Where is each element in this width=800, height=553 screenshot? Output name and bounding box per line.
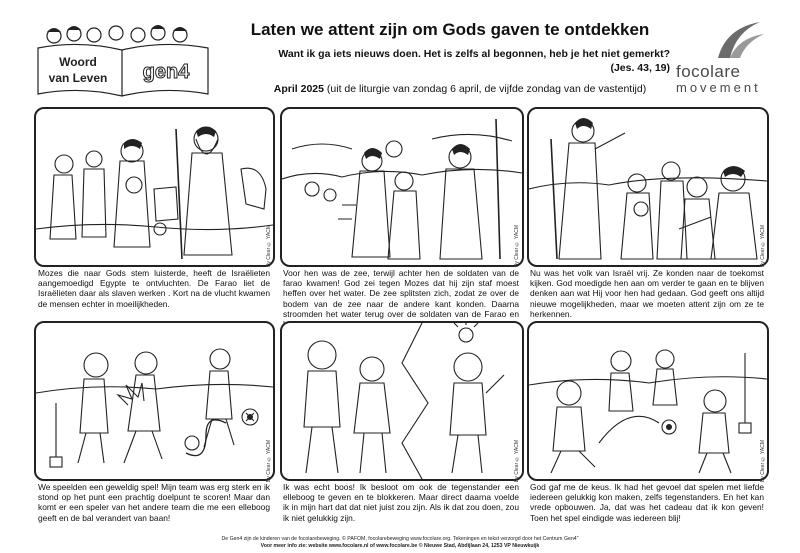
credit-1: By Clear © YACM xyxy=(266,225,272,267)
footer-line-2: Voor meer info zie: website www.focolare.nl of www.focolare.be © Nieuwe Stad, Abdijlaan 24, 1253 VP Nieuwkuijk xyxy=(260,543,540,549)
comic-panel-1 xyxy=(34,107,275,267)
caption-2: Voor hen was de zee, terwijl achter hen de soldaten van de farao kwamen! God zei tegen Mozes dat hij zijn staf moest heffen over het water. De zee splitsten zich, zodat ze over de bodem van de zee naar de andere kant konden. Daarna stroomden het water terug over de soldaten van de Farao en xyxy=(283,268,519,319)
credit-3: By Clear © YACM xyxy=(760,225,766,267)
credit-5: By Clear © YACM xyxy=(514,440,520,482)
date-bold: April 2025 xyxy=(273,83,324,95)
caption-6: God gaf me de keus. Ik had het gevoel dat spelen met liefde iedereen gelukkig kon maken, zelfs tegenstanders. En het kan vrede opbouwen. Ja, dat was het cadeau dat ik kon geven! Toen het spel eindigde was iedereen blij! xyxy=(530,482,764,523)
bible-quote: Want ik ga iets nieuws doen. Het is zelfs al begonnen, heb je het niet gemerkt? xyxy=(278,48,670,60)
woord-van-leven-logo xyxy=(34,22,212,100)
comic-panel-2 xyxy=(280,107,524,267)
logo-gen4: gen4 xyxy=(142,61,190,83)
credit-6: By Clear © YACM xyxy=(760,440,766,482)
caption-4: We speelden een geweldig spel! Mijn team was erg sterk en ik stond op het punt een prachtig doelpunt te scoren! Maar dan komt er een speler van het andere team die me een elleboog geeft en de bal verandert van baan! xyxy=(38,482,270,523)
israel-free-illustration xyxy=(529,109,767,265)
moses-illustration xyxy=(36,109,273,265)
red-sea-illustration xyxy=(282,109,522,265)
comic-panel-5 xyxy=(280,321,524,481)
date-line xyxy=(210,83,710,95)
credit-4: By Clear © YACM xyxy=(266,440,272,482)
logo-line2: van Leven xyxy=(48,71,108,85)
brand-focolare: focolare xyxy=(676,62,741,81)
caption-3: Nu was het volk van Israël vrij. Ze konden naar de toekomst kijken. God moedigde hen aan om verder te gaan en te blijven denken aan wat Hij voor hen had gedaan. God geeft ons altijd nieuwe mogelijkheden, maar we moeten attent zijn om ze te herkennen. xyxy=(530,268,764,319)
footer-line-1: De Gen4 zijn de kinderen van de focolarebeweging. © PAFOM, focolarebeweging www.focolare.org. Tekeningen en tekst verzorgd door het Centrum Gen4" xyxy=(221,536,579,542)
comic-panel-3 xyxy=(527,107,769,267)
page-title: Laten we attent zijn om Gods gaven te ontdekken xyxy=(250,20,650,39)
credit-2: By Clear © YACM xyxy=(514,225,520,267)
happy-game-illustration xyxy=(529,323,767,479)
caption-1: Mozes die naar Gods stem luisterde, heeft de Israëlieten aangemoedigd Egypte te ontvluchten. De Farao liet de Israëlieten daar als slaven werken . Kort na de vlucht kwamen de mensen echter in moeilijkheden. xyxy=(38,268,270,309)
angry-decision-illustration xyxy=(282,323,522,479)
comic-panel-4 xyxy=(34,321,275,481)
bible-reference: (Jes. 43, 19) xyxy=(610,62,670,74)
comic-panel-6 xyxy=(527,321,769,481)
caption-5: Ik was echt boos! Ik besloot om ook de tegenstander een elleboog te geven en te blokkeren. Maar direct daarna voelde ik in mijn hart dat dat niet juist zou zijn. Als ik dat zou doen, zou ik niet gelukkig zijn. xyxy=(283,482,519,523)
date-rest: (uit de liturgie van zondag 6 april, de vijfde zondag van de vastentijd) xyxy=(324,83,647,95)
soccer-game-illustration xyxy=(36,323,273,479)
brand-movement: movement xyxy=(676,80,761,95)
logo-line1: Woord xyxy=(59,55,97,69)
